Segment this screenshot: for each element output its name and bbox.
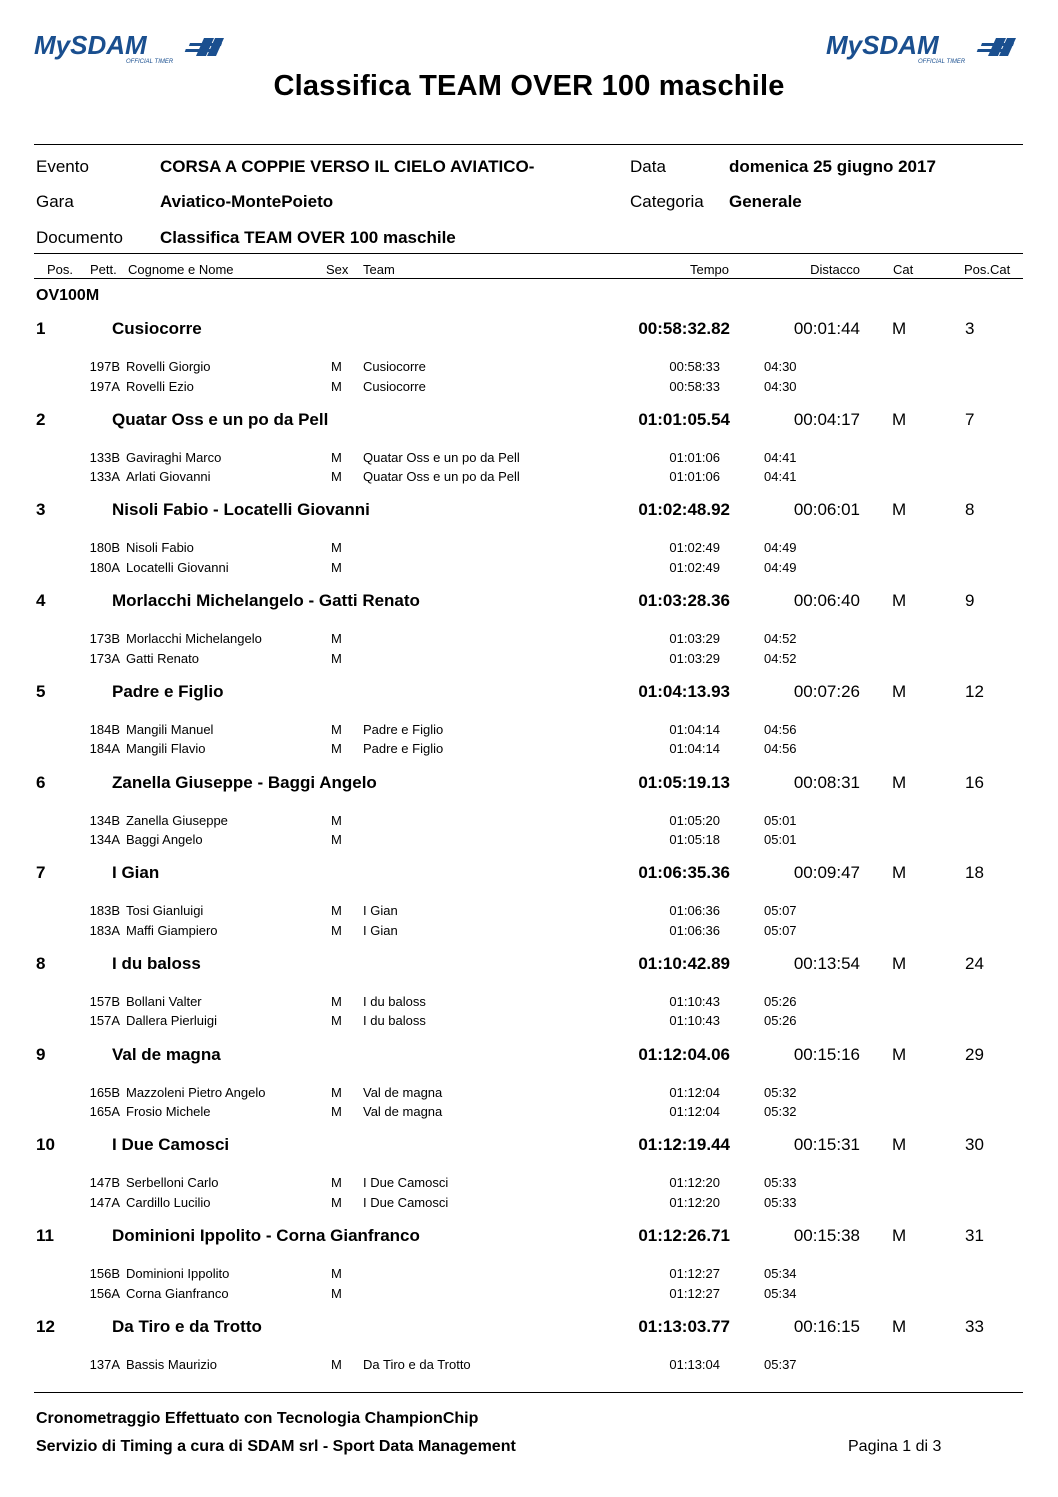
member-row: [0, 631, 1058, 649]
divider-top: [34, 144, 1023, 145]
member-bib: 183A: [89, 922, 120, 938]
team-sex: M: [892, 319, 907, 338]
team-sex: M: [892, 1226, 907, 1245]
team-sex: M: [892, 863, 907, 883]
member-sex: M: [331, 721, 342, 737]
member-name: Maffi Giampiero: [126, 922, 218, 938]
member-row: [0, 540, 1058, 558]
member-sex: M: [331, 650, 342, 666]
mysdam-logo-left: [34, 32, 226, 66]
member-name: Rovelli Giorgio: [126, 359, 211, 374]
member-bib: 173B: [89, 631, 120, 647]
member-bib: 137A: [89, 1356, 120, 1372]
member-sex: M: [331, 540, 342, 556]
member-bib: 157A: [89, 1013, 120, 1029]
col-tempo: Tempo: [689, 262, 729, 277]
team-poscat: 7: [965, 409, 975, 429]
team-position: 1: [36, 319, 46, 338]
member-name: Bassis Maurizio: [126, 1356, 218, 1372]
member-time: 01:12:04: [669, 1084, 720, 1100]
member-row: [0, 741, 1058, 759]
team-row: [0, 954, 1058, 978]
member-gap: 04:56: [764, 741, 797, 757]
divider-footer: [34, 1392, 1023, 1393]
team-name: Da Tiro e da Trotto: [112, 1316, 262, 1336]
team-row: [0, 319, 1058, 343]
member-bib: 165A: [89, 1104, 120, 1120]
member-bib: 134B: [89, 812, 120, 828]
hash-mark-icon: [977, 38, 1016, 56]
footer-timing-tech: Cronometraggio Effettuato con Tecnologia ChampionChip: [36, 1410, 479, 1427]
member-team: Cusiocorre: [363, 378, 426, 394]
member-time: 00:58:33: [669, 378, 720, 394]
member-sex: M: [331, 832, 342, 847]
member-name: Zanella Giuseppe: [126, 812, 228, 828]
team-gap: 00:01:44: [793, 319, 860, 338]
team-row: [0, 863, 1058, 887]
team-row: [0, 1317, 1058, 1341]
col-team: Team: [363, 262, 395, 277]
team-time: 01:12:19.44: [638, 1135, 730, 1155]
member-team: I du baloss: [363, 993, 426, 1009]
member-team: I Gian: [363, 903, 398, 919]
member-name: Arlati Giovanni: [126, 469, 211, 485]
member-bib: 156A: [89, 1285, 120, 1301]
member-team: I du baloss: [363, 1013, 426, 1029]
member-name: Frosio Michele: [126, 1104, 211, 1120]
member-row: [0, 923, 1058, 941]
member-time: 01:05:20: [669, 812, 720, 828]
team-sex: M: [892, 681, 907, 701]
member-bib: 183B: [89, 903, 120, 919]
data-value: domenica 25 giugno 2017: [729, 157, 936, 176]
member-gap: 04:49: [764, 559, 797, 575]
categoria-value: Generale: [729, 192, 802, 211]
team-poscat: 31: [965, 1226, 984, 1245]
member-time: 01:02:49: [669, 540, 720, 556]
team-sex: M: [892, 953, 907, 973]
team-time: 00:58:32.82: [638, 319, 730, 338]
member-time: 00:58:33: [669, 359, 720, 374]
member-row: [0, 450, 1058, 468]
team-sex: M: [892, 1044, 907, 1064]
team-sex: M: [892, 500, 907, 520]
member-sex: M: [331, 1104, 342, 1120]
team-gap: 00:09:47: [793, 863, 860, 883]
team-sex: M: [892, 591, 907, 611]
member-row: [0, 1357, 1058, 1375]
member-gap: 04:41: [764, 469, 797, 485]
member-sex: M: [331, 1266, 342, 1281]
member-time: 01:12:04: [669, 1104, 720, 1120]
member-bib: 133A: [89, 469, 120, 485]
team-poscat: 9: [965, 591, 975, 611]
member-time: 01:01:06: [669, 469, 720, 485]
team-name: Nisoli Fabio - Locatelli Giovanni: [112, 500, 370, 520]
member-row: [0, 1175, 1058, 1193]
team-poscat: 29: [965, 1044, 984, 1064]
team-gap: 00:07:26: [793, 681, 860, 701]
team-row: [0, 1045, 1058, 1069]
member-time: 01:04:14: [669, 721, 720, 737]
member-row: [0, 1286, 1058, 1304]
member-sex: M: [331, 922, 342, 938]
member-gap: 05:32: [764, 1104, 797, 1120]
member-name: Mazzoleni Pietro Angelo: [126, 1084, 266, 1100]
team-time: 01:10:42.89: [638, 953, 730, 973]
categoria-label: Categoria: [630, 192, 704, 211]
member-row: [0, 379, 1058, 397]
member-gap: 05:07: [764, 922, 797, 938]
team-position: 4: [36, 591, 46, 611]
member-bib: 133B: [89, 449, 120, 465]
col-pett: Pett.: [90, 262, 117, 277]
member-bib: 156B: [89, 1266, 120, 1281]
member-gap: 05:26: [764, 993, 797, 1009]
member-gap: 04:52: [764, 650, 797, 666]
member-name: Nisoli Fabio: [126, 540, 194, 556]
logo-subtext: OFFICIAL TIMER: [918, 59, 966, 65]
member-sex: M: [331, 812, 342, 828]
member-team: I Due Camosci: [363, 1194, 449, 1210]
member-time: 01:05:18: [669, 832, 720, 847]
member-row: [0, 1013, 1058, 1031]
team-gap: 00:06:40: [793, 591, 860, 611]
member-team: Padre e Figlio: [363, 721, 444, 737]
team-name: Zanella Giuseppe - Baggi Angelo: [112, 772, 377, 792]
member-team: Da Tiro e da Trotto: [363, 1356, 471, 1372]
team-name: Quatar Oss e un po da Pell: [112, 409, 329, 429]
member-gap: 05:33: [764, 1194, 797, 1210]
team-time: 01:03:28.36: [638, 591, 730, 611]
team-row: [0, 591, 1058, 615]
mysdam-logo-right: [826, 32, 1018, 66]
member-row: [0, 722, 1058, 740]
team-position: 6: [36, 772, 46, 792]
member-name: Corna Gianfranco: [126, 1285, 229, 1301]
member-time: 01:06:36: [669, 922, 720, 938]
member-gap: 05:01: [764, 832, 797, 847]
team-name: Dominioni Ippolito - Corna Gianfranco: [112, 1226, 420, 1245]
team-poscat: 24: [965, 953, 984, 973]
team-row: [0, 500, 1058, 524]
member-row: [0, 994, 1058, 1012]
col-distacco: Distacco: [810, 262, 860, 277]
team-name: I du baloss: [112, 953, 201, 973]
member-time: 01:12:27: [669, 1266, 720, 1281]
member-team: Val de magna: [363, 1104, 443, 1120]
team-poscat: 12: [965, 681, 984, 701]
page-title: Classifica TEAM OVER 100 maschile: [273, 70, 785, 102]
mysdam-logo-graphic: [826, 32, 1018, 66]
member-row: [0, 903, 1058, 921]
member-gap: 05:32: [764, 1084, 797, 1100]
member-gap: 04:30: [764, 359, 797, 374]
team-poscat: 33: [965, 1316, 984, 1336]
team-time: 01:13:03.77: [638, 1316, 730, 1336]
member-gap: 04:56: [764, 721, 797, 737]
member-row: [0, 1085, 1058, 1103]
team-poscat: 16: [965, 772, 984, 792]
documento-value: Classifica TEAM OVER 100 maschile: [160, 228, 456, 247]
member-name: Locatelli Giovanni: [126, 559, 229, 575]
member-bib: 197B: [89, 359, 120, 374]
team-gap: 00:15:38: [793, 1226, 860, 1245]
team-name: I Due Camosci: [112, 1135, 230, 1155]
member-gap: 04:52: [764, 631, 797, 647]
team-position: 8: [36, 953, 46, 973]
team-sex: M: [892, 409, 907, 429]
member-gap: 04:30: [764, 378, 797, 394]
member-time: 01:01:06: [669, 449, 720, 465]
team-position: 11: [36, 1226, 54, 1245]
member-team: Val de magna: [363, 1084, 443, 1100]
member-row: [0, 359, 1058, 377]
team-position: 12: [36, 1316, 55, 1336]
member-row: [0, 832, 1058, 850]
member-name: Mangili Manuel: [126, 721, 214, 737]
team-time: 01:04:13.93: [638, 681, 730, 701]
team-gap: 00:04:17: [793, 409, 860, 429]
member-gap: 04:41: [764, 449, 797, 465]
member-sex: M: [331, 903, 342, 919]
footer-timing-service: Servizio di Timing a cura di SDAM srl - Sport Data Management: [36, 1438, 516, 1455]
member-name: Rovelli Ezio: [126, 378, 194, 394]
team-position: 2: [36, 409, 46, 429]
member-sex: M: [331, 741, 342, 757]
member-sex: M: [331, 993, 342, 1009]
page-number: Pagina 1 di 3: [848, 1438, 942, 1455]
team-sex: M: [892, 772, 907, 792]
member-gap: 05:34: [764, 1285, 797, 1301]
team-gap: 00:16:15: [793, 1316, 860, 1336]
member-bib: 180A: [89, 559, 120, 575]
member-row: [0, 1195, 1058, 1213]
team-name: Cusiocorre: [112, 319, 202, 338]
member-time: 01:02:49: [669, 559, 720, 575]
member-bib: 147B: [89, 1175, 120, 1191]
team-poscat: 3: [965, 319, 975, 338]
member-name: Morlacchi Michelangelo: [126, 631, 262, 647]
team-gap: 00:15:16: [793, 1044, 860, 1064]
member-row: [0, 813, 1058, 831]
team-name: Val de magna: [112, 1044, 221, 1064]
member-bib: 134A: [89, 832, 120, 847]
hash-mark-icon: [185, 38, 224, 56]
member-team: Padre e Figlio: [363, 741, 444, 757]
member-gap: 05:33: [764, 1175, 797, 1191]
member-team: Quatar Oss e un po da Pell: [363, 449, 520, 465]
member-sex: M: [331, 1285, 342, 1301]
member-row: [0, 469, 1058, 487]
member-gap: 04:49: [764, 540, 797, 556]
divider-header: [34, 278, 1023, 279]
col-name: Cognome e Nome: [128, 262, 234, 277]
col-poscat: Pos.Cat: [964, 262, 1011, 277]
member-name: Baggi Angelo: [126, 832, 203, 847]
member-name: Bollani Valter: [126, 993, 202, 1009]
member-team: I Due Camosci: [363, 1175, 449, 1191]
col-pos: Pos.: [47, 262, 74, 277]
team-gap: 00:08:31: [793, 772, 860, 792]
member-row: [0, 651, 1058, 669]
member-team: I Gian: [363, 922, 398, 938]
team-time: 01:05:19.13: [638, 772, 730, 792]
member-sex: M: [331, 559, 342, 575]
member-time: 01:10:43: [669, 1013, 720, 1029]
member-time: 01:12:20: [669, 1175, 720, 1191]
logo-text: MySDAM: [34, 32, 147, 60]
divider-info: [34, 253, 1023, 254]
member-name: Dallera Pierluigi: [126, 1013, 218, 1029]
team-row: [0, 410, 1058, 434]
team-sex: M: [892, 1135, 907, 1155]
member-time: 01:12:27: [669, 1285, 720, 1301]
member-sex: M: [331, 1084, 342, 1100]
team-poscat: 8: [965, 500, 975, 520]
member-sex: M: [331, 1194, 342, 1210]
member-sex: M: [331, 469, 342, 485]
member-name: Serbelloni Carlo: [126, 1175, 219, 1191]
team-position: 7: [36, 863, 46, 883]
team-time: 01:02:48.92: [638, 500, 730, 520]
member-bib: 197A: [89, 378, 120, 394]
member-time: 01:10:43: [669, 993, 720, 1009]
team-row: [0, 1135, 1058, 1159]
documento-label: Documento: [36, 228, 123, 247]
team-name: Morlacchi Michelangelo - Gatti Renato: [112, 591, 420, 611]
logo-subtext: OFFICIAL TIMER: [126, 59, 174, 65]
member-sex: M: [331, 449, 342, 465]
member-time: 01:06:36: [669, 903, 720, 919]
member-bib: 165B: [89, 1084, 120, 1100]
team-time: 01:12:26.71: [638, 1226, 730, 1245]
member-bib: 173A: [89, 650, 120, 666]
member-time: 01:13:04: [669, 1356, 720, 1372]
member-name: Gatti Renato: [126, 650, 199, 666]
team-row: [0, 682, 1058, 706]
member-gap: 05:37: [764, 1356, 797, 1372]
member-sex: M: [331, 359, 342, 374]
member-team: Quatar Oss e un po da Pell: [363, 469, 520, 485]
member-row: [0, 1104, 1058, 1122]
member-gap: 05:34: [764, 1266, 797, 1281]
member-bib: 180B: [89, 540, 120, 556]
team-poscat: 30: [965, 1135, 984, 1155]
member-sex: M: [331, 1356, 342, 1372]
mysdam-logo-graphic: [34, 32, 226, 66]
member-bib: 157B: [89, 993, 120, 1009]
team-gap: 00:15:31: [793, 1135, 860, 1155]
category-code: OV100M: [36, 287, 100, 304]
member-sex: M: [331, 631, 342, 647]
data-label: Data: [630, 157, 666, 176]
team-time: 01:12:04.06: [638, 1044, 730, 1064]
col-sex: Sex: [326, 262, 349, 277]
team-row: [0, 1226, 1058, 1250]
team-time: 01:06:35.36: [638, 863, 730, 883]
member-bib: 147A: [89, 1194, 120, 1210]
team-time: 01:01:05.54: [638, 409, 730, 429]
member-bib: 184A: [89, 741, 120, 757]
member-name: Mangili Flavio: [126, 741, 206, 757]
evento-value: CORSA A COPPIE VERSO IL CIELO AVIATICO-: [160, 157, 535, 176]
gara-label: Gara: [36, 192, 74, 211]
member-time: 01:04:14: [669, 741, 720, 757]
member-sex: M: [331, 1013, 342, 1029]
team-gap: 00:06:01: [793, 500, 860, 520]
member-gap: 05:26: [764, 1013, 797, 1029]
team-sex: M: [892, 1316, 907, 1336]
logo-text: MySDAM: [826, 32, 939, 60]
member-name: Cardillo Lucilio: [126, 1194, 211, 1210]
member-team: Cusiocorre: [363, 359, 426, 374]
evento-label: Evento: [36, 157, 89, 176]
team-gap: 00:13:54: [793, 953, 860, 973]
team-row: [0, 773, 1058, 797]
member-name: Dominioni Ippolito: [126, 1266, 230, 1281]
team-position: 10: [36, 1135, 55, 1155]
team-position: 3: [36, 500, 46, 520]
team-name: Padre e Figlio: [112, 681, 224, 701]
member-gap: 05:07: [764, 903, 797, 919]
member-time: 01:03:29: [669, 650, 720, 666]
member-time: 01:12:20: [669, 1194, 720, 1210]
team-position: 9: [36, 1044, 46, 1064]
col-cat: Cat: [893, 262, 914, 277]
member-sex: M: [331, 378, 342, 394]
team-position: 5: [36, 681, 46, 701]
gara-value: Aviatico-MontePoieto: [160, 192, 334, 211]
member-bib: 184B: [89, 721, 120, 737]
member-row: [0, 560, 1058, 578]
member-gap: 05:01: [764, 812, 797, 828]
member-name: Gaviraghi Marco: [126, 449, 222, 465]
member-time: 01:03:29: [669, 631, 720, 647]
member-sex: M: [331, 1175, 342, 1191]
team-poscat: 18: [965, 863, 984, 883]
member-name: Tosi Gianluigi: [126, 903, 204, 919]
member-row: [0, 1266, 1058, 1284]
team-name: I Gian: [112, 863, 160, 883]
